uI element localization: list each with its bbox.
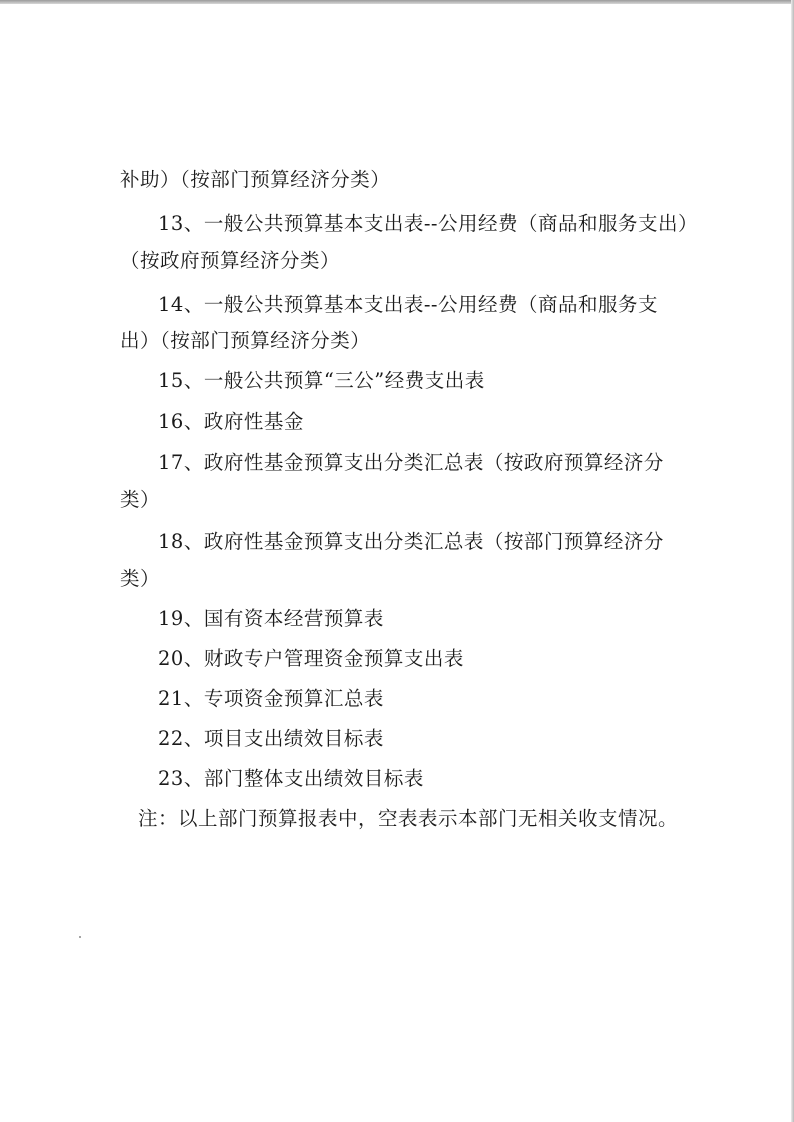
text-line-3: （按政府预算经济分类） bbox=[120, 249, 341, 272]
scan-speck bbox=[79, 936, 81, 938]
text-line-6: 15、一般公共预算“三公”经费支出表 bbox=[158, 369, 485, 392]
text-line-13: 20、财政专户管理资金预算支出表 bbox=[158, 647, 464, 670]
text-line-14: 21、专项资金预算汇总表 bbox=[158, 687, 384, 710]
text-line-11: 类） bbox=[120, 567, 161, 590]
scan-top-edge bbox=[0, 0, 794, 4]
text-line-4: 14、一般公共预算基本支出表--公用经费（商品和服务支 bbox=[158, 293, 658, 316]
text-line-2: 13、一般公共预算基本支出表--公用经费（商品和服务支出） bbox=[158, 212, 698, 235]
text-line-9: 类） bbox=[120, 488, 161, 511]
text-line-8: 17、政府性基金预算支出分类汇总表（按政府预算经济分 bbox=[158, 451, 664, 474]
text-line-7: 16、政府性基金 bbox=[158, 410, 304, 433]
text-line-12: 19、国有资本经营预算表 bbox=[158, 607, 384, 630]
text-line-5: 出）（按部门预算经济分类） bbox=[120, 329, 371, 352]
text-line-16: 23、部门整体支出绩效目标表 bbox=[158, 767, 424, 790]
text-line-17: 注：以上部门预算报表中，空表表示本部门无相关收支情况。 bbox=[138, 807, 679, 830]
text-line-10: 18、政府性基金预算支出分类汇总表（按部门预算经济分 bbox=[158, 530, 664, 553]
text-line-15: 22、项目支出绩效目标表 bbox=[158, 727, 384, 750]
text-line-1: 补助）（按部门预算经济分类） bbox=[120, 168, 391, 191]
